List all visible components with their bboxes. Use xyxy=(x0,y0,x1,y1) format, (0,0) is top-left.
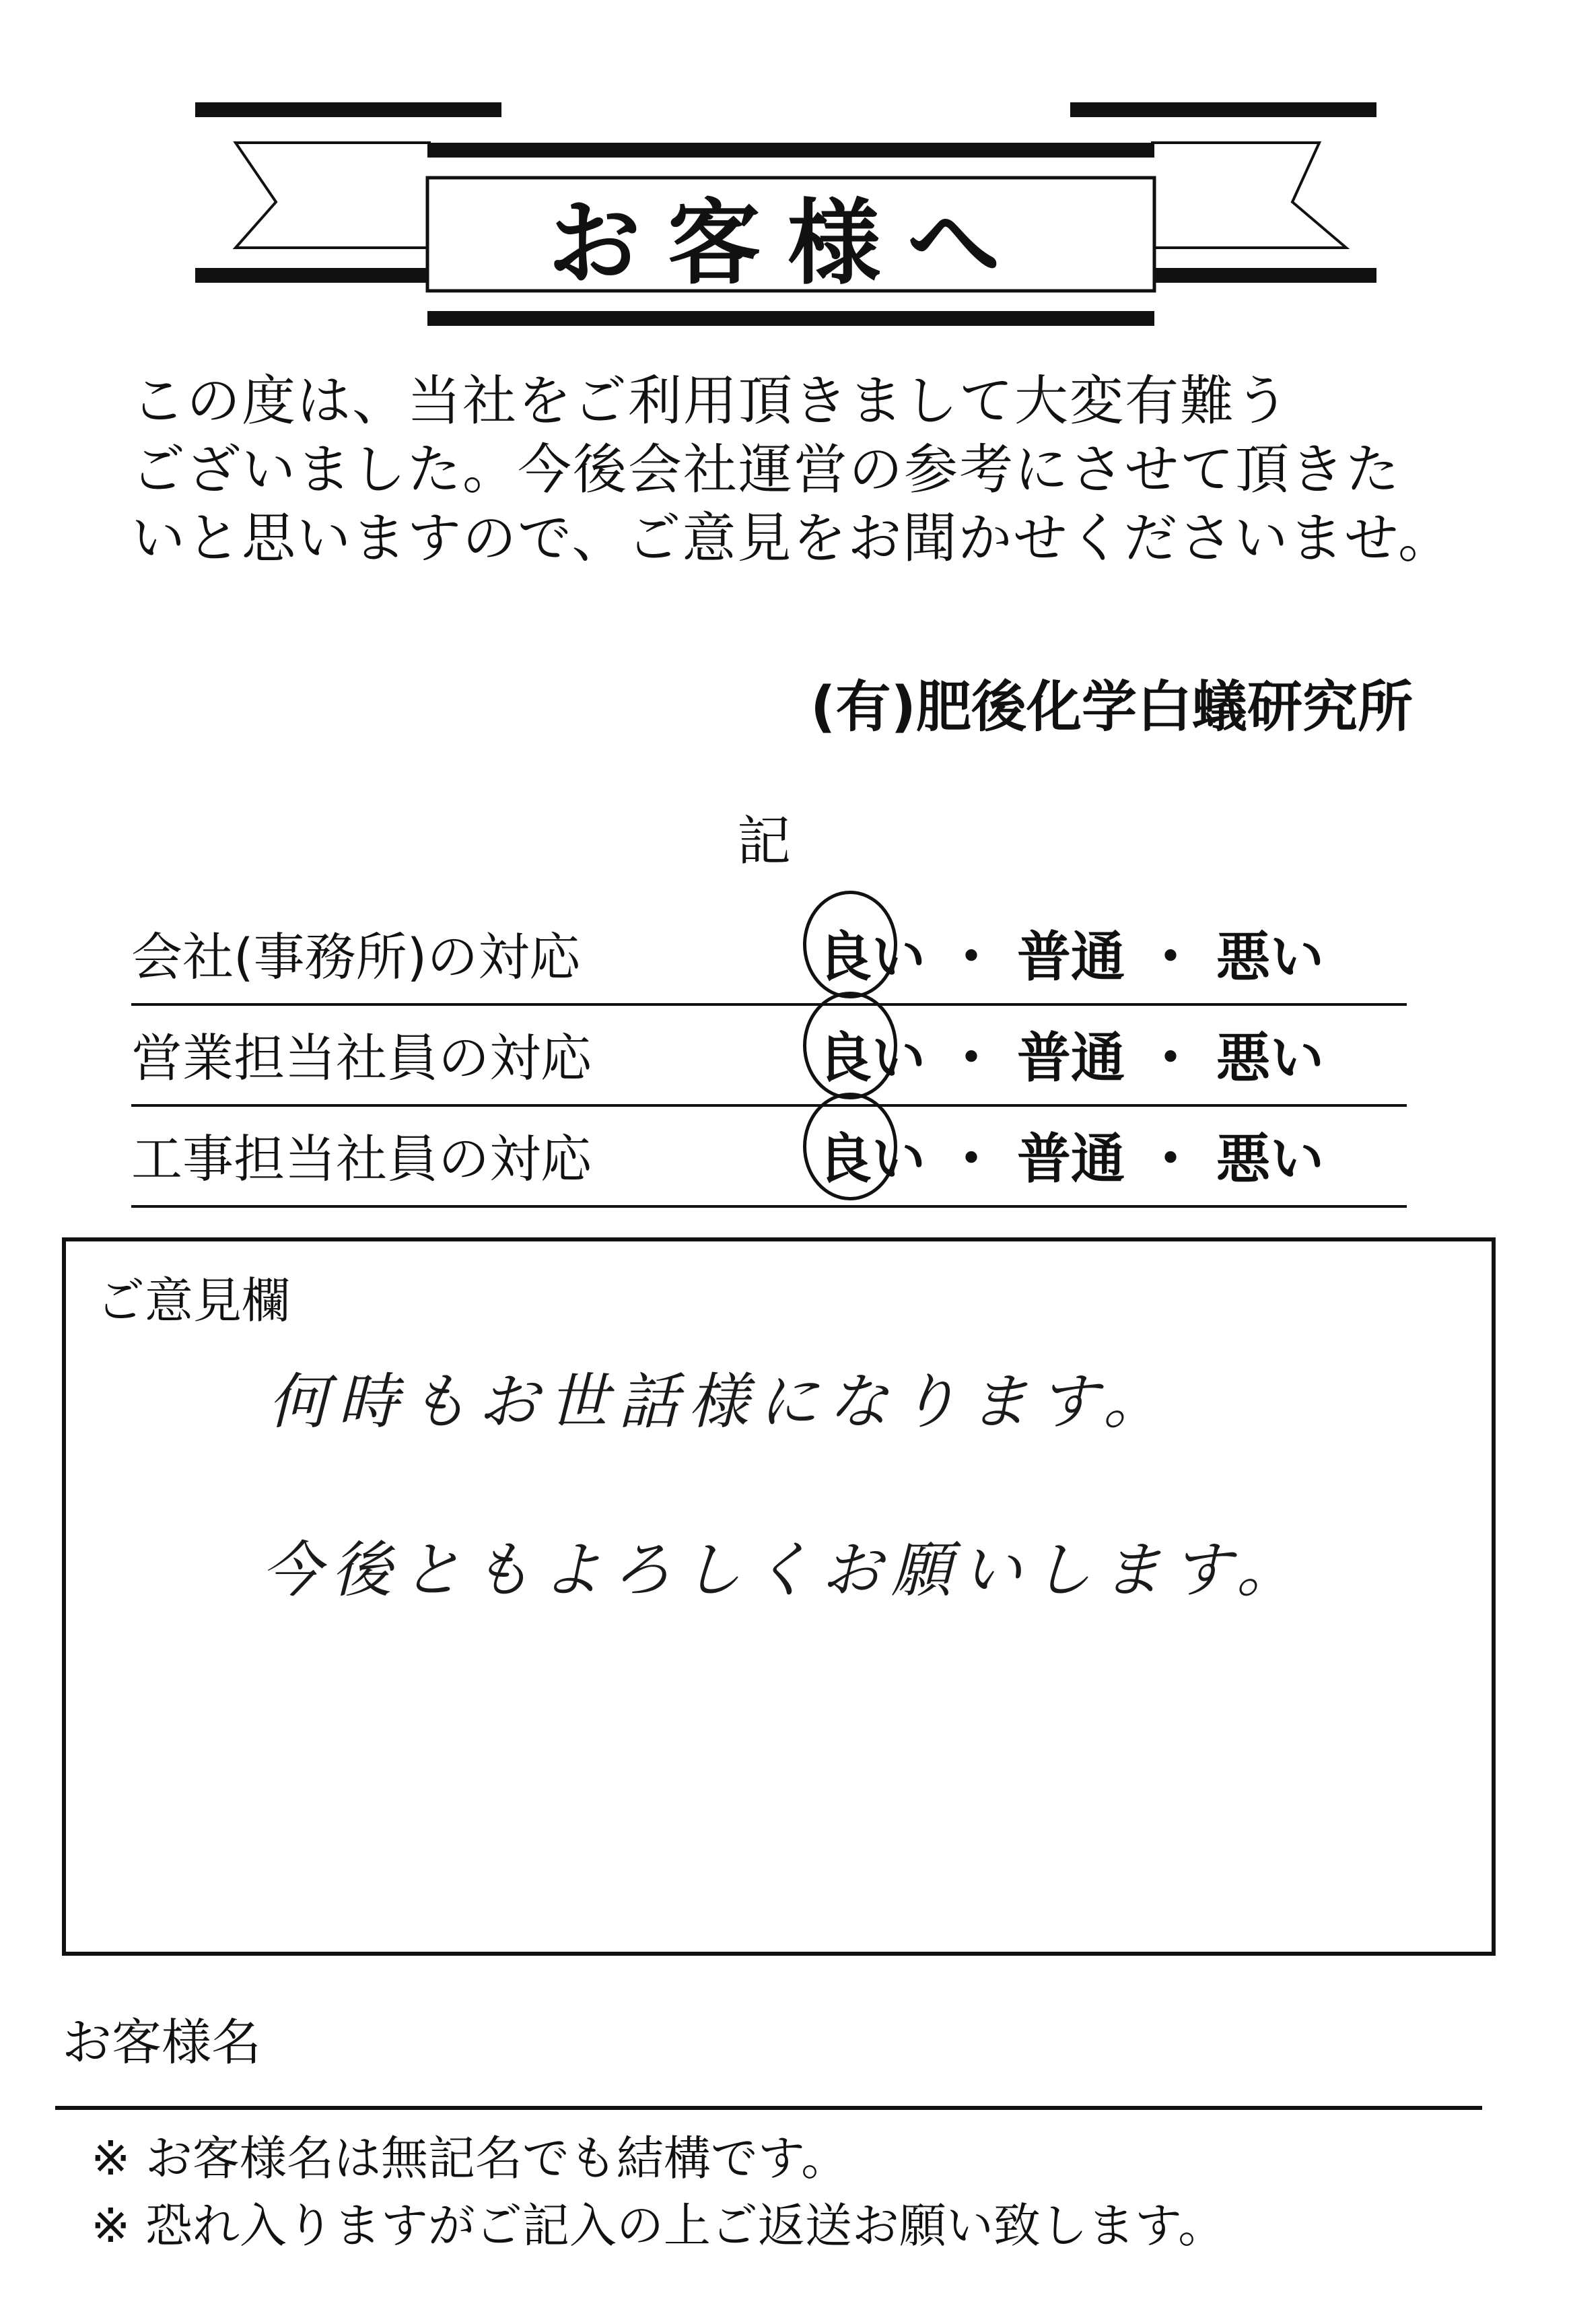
separator: ・ xyxy=(944,1027,998,1089)
section-heading: 記 xyxy=(737,810,791,873)
selected-circle-mark xyxy=(803,992,897,1099)
rating-option-good[interactable]: 良い xyxy=(818,914,926,991)
customer-name-label: お客様名 xyxy=(62,2014,261,2072)
rating-option-good[interactable]: 良い xyxy=(818,1015,926,1092)
customer-name-field[interactable] xyxy=(55,2106,1482,2110)
rating-option-normal[interactable]: 普通 xyxy=(1017,926,1125,988)
selected-circle-mark xyxy=(803,891,897,998)
rating-options xyxy=(818,1015,1324,1092)
page-title: お客様へ xyxy=(547,188,1027,298)
handwritten-line: 今後ともよろしくお願いします。 xyxy=(261,1535,1306,1606)
rating-option-good[interactable]: 良い xyxy=(818,1116,926,1193)
rating-option-bad[interactable]: 悪い xyxy=(1216,1027,1324,1089)
separator: ・ xyxy=(1144,926,1197,988)
rating-row-sales xyxy=(131,1003,1407,1107)
rating-label: 工事担当社員の対応 xyxy=(131,1129,592,1189)
rating-options xyxy=(818,914,1324,991)
opinion-title: ご意見欄 xyxy=(96,1272,291,1329)
note-line: ※ 恐れ入りますがご記入の上ご返送お願い致します。 xyxy=(91,2198,1226,2253)
rating-label: 営業担当社員の対応 xyxy=(131,1028,592,1088)
handwritten-line: 何時もお世話様になります。 xyxy=(268,1367,1173,1437)
rating-option-bad[interactable]: 悪い xyxy=(1216,1128,1324,1190)
separator: ・ xyxy=(1144,1027,1197,1089)
intro-line: ございました。今後会社運営の参考にさせて頂きた xyxy=(131,438,1401,501)
rating-options xyxy=(818,1116,1324,1193)
separator: ・ xyxy=(944,926,998,988)
intro-line: いと思いますので、ご意見をお聞かせくださいませ。 xyxy=(131,507,1453,570)
intro-line: この度は、当社をご利用頂きまして大変有難う xyxy=(131,370,1290,432)
rating-option-normal[interactable]: 普通 xyxy=(1017,1128,1125,1190)
intro-text xyxy=(131,367,1453,573)
opinion-box[interactable] xyxy=(62,1237,1496,1956)
separator: ・ xyxy=(1144,1128,1197,1190)
separator: ・ xyxy=(944,1128,998,1190)
rating-row-construction xyxy=(131,1104,1407,1208)
rating-option-normal[interactable]: 普通 xyxy=(1017,1027,1125,1089)
rating-row-company xyxy=(131,902,1407,1006)
note-line: ※ お客様名は無記名でも結構です。 xyxy=(91,2131,849,2186)
rating-label: 会社(事務所)の対応 xyxy=(131,927,581,987)
selected-circle-mark xyxy=(803,1093,897,1200)
rating-option-bad[interactable]: 悪い xyxy=(1216,926,1324,988)
company-name: (有)肥後化学白蟻研究所 xyxy=(810,675,1413,739)
